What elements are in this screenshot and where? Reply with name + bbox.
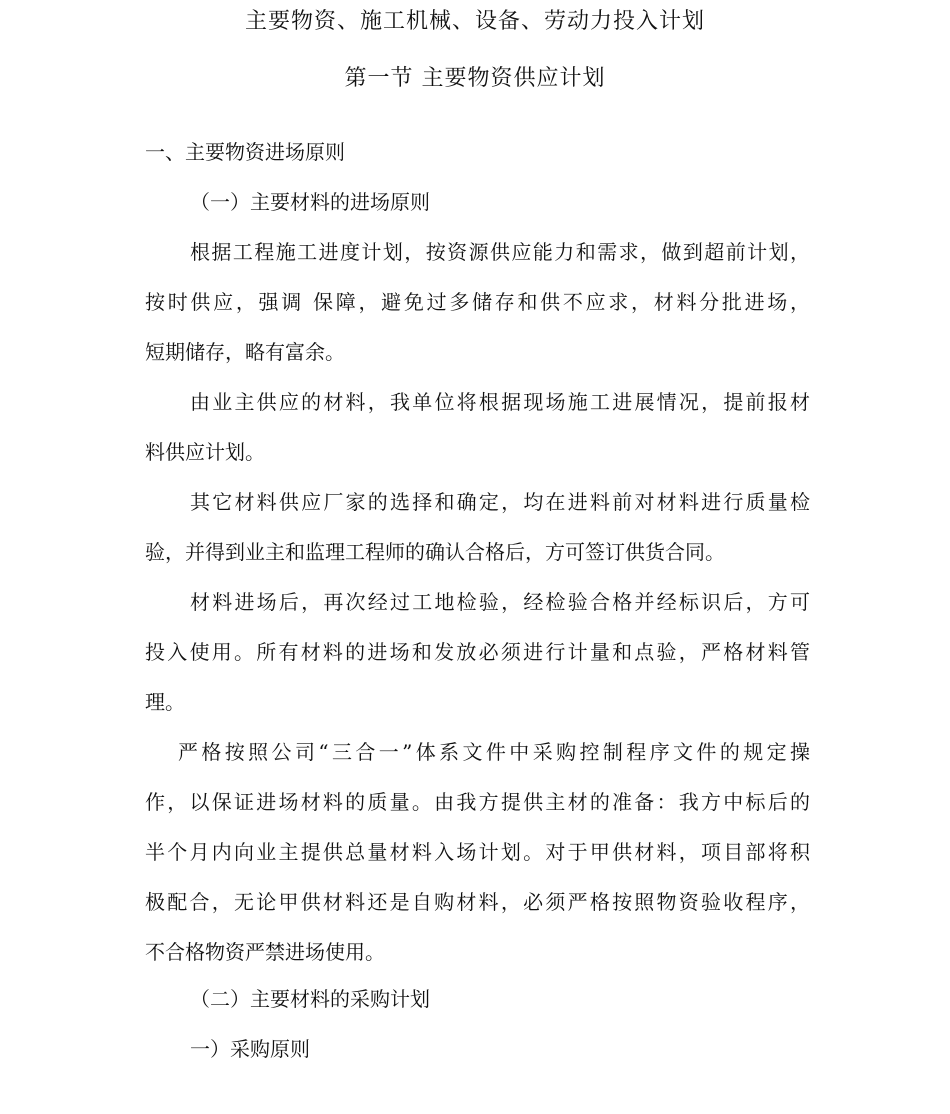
paragraph-line: 不合格物资严禁进场使用。 bbox=[145, 940, 385, 964]
heading-level-3: 一）采购原则 bbox=[190, 1037, 310, 1061]
paragraph-line: 料供应计划。 bbox=[145, 440, 265, 464]
paragraph-line: 理。 bbox=[145, 690, 185, 714]
paragraph-line: 根据工程施工进度计划，按资源供应能力和需求，做到超前计划， bbox=[190, 240, 810, 264]
paragraph-line: 其它材料供应厂家的选择和确定，均在进料前对材料进行质量检 bbox=[190, 490, 810, 514]
heading-level-1: 一、主要物资进场原则 bbox=[145, 140, 345, 164]
paragraph-line: 半个月内向业主提供总量材料入场计划。对于甲供材料，项目部将积 bbox=[145, 840, 810, 864]
paragraph-line: 验，并得到业主和监理工程师的确认合格后，方可签订供货合同。 bbox=[145, 540, 725, 564]
paragraph-line: 短期储存，略有富余。 bbox=[145, 340, 345, 364]
paragraph-line: 材料进场后，再次经过工地检验，经检验合格并经标识后，方可 bbox=[190, 590, 810, 614]
paragraph-line: 按时供应，强调 保障，避免过多储存和供不应求，材料分批进场， bbox=[145, 290, 810, 314]
paragraph-line: 作，以保证进场材料的质量。由我方提供主材的准备：我方中标后的 bbox=[145, 790, 810, 814]
section-title: 第一节 主要物资供应计划 bbox=[344, 66, 606, 91]
paragraph-line: 由业主供应的材料，我单位将根据现场施工进展情况，提前报材 bbox=[190, 390, 810, 414]
paragraph-line: 严格按照公司“三合一”体系文件中采购控制程序文件的规定操 bbox=[178, 740, 810, 764]
heading-level-2: （一）主要材料的进场原则 bbox=[190, 190, 430, 214]
heading-level-2: （二）主要材料的采购计划 bbox=[190, 987, 430, 1011]
document-title: 主要物资、施工机械、设备、劳动力投入计划 bbox=[244, 9, 705, 34]
paragraph-line: 投入使用。所有材料的进场和发放必须进行计量和点验，严格材料管 bbox=[145, 640, 810, 664]
paragraph-line: 极配合，无论甲供材料还是自购材料，必须严格按照物资验收程序， bbox=[145, 890, 810, 914]
